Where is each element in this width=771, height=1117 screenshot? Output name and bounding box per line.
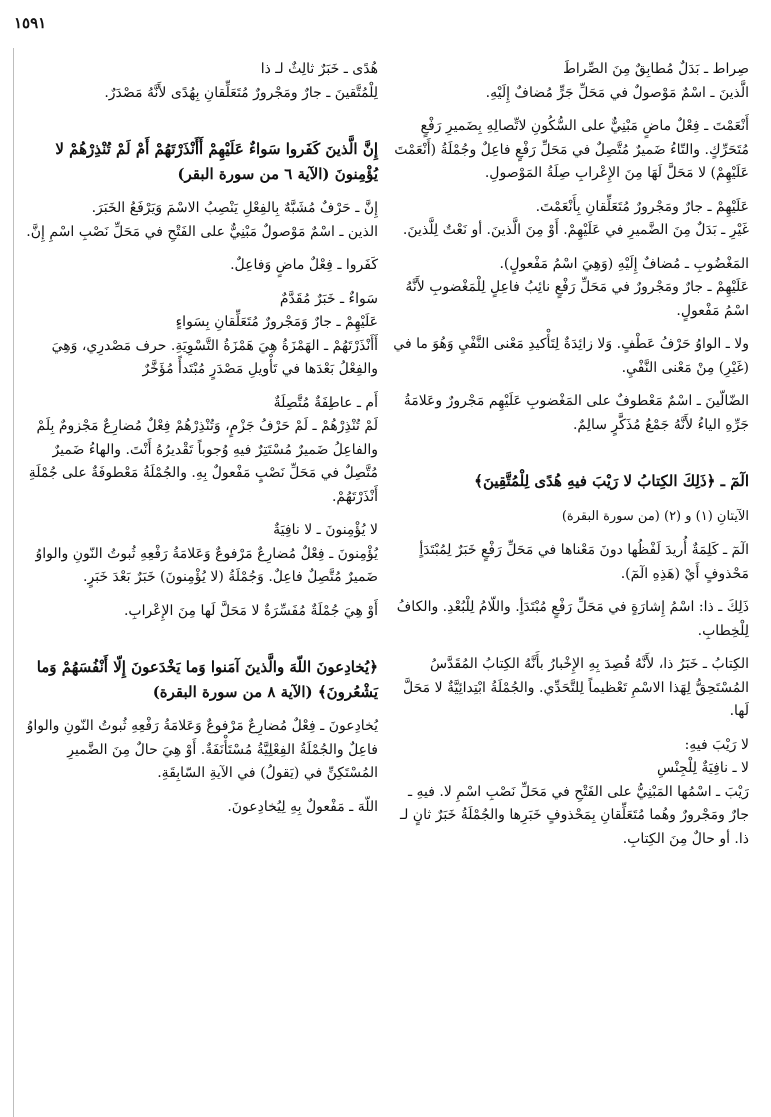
grammar-entry: غَيْرِ ـ بَدَلٌ مِنَ الضَّميرِ في عَلَيْهِمْ. أَوْ مِنَ الَّذينَ. أو نَعْتٌ لِلَّذينَ. — [402, 222, 749, 238]
grammar-entry: الذين ـ اسْمٌ مَوْصولٌ مَبْنِيٌّ على الفَتْحِ في مَحَلِّ نَصْبِ اسْمِ إِنَّ. — [26, 223, 378, 240]
grammar-entry: الكِتابُ ـ خَبَرُ ذا، لأَنَّهُ قُصِدَ بِهِ الإِخْبارُ بأَنَّهُ الكِتابُ المُقَدَّسُ المُسْتَحِقُّ لِهَذا الاسْمِ تَعْظيماً لِلتَّحَدِّي. والجُمْلَةُ ابْتِدائِيَّةٌ لا مَحَلَّ لَها. — [403, 656, 749, 719]
grammar-entry: يُخادِعونَ ـ فِعْلٌ مُضارِعٌ مَرْفوعٌ وَعَلامَةُ رَفْعِهِ ثُبوتُ النّونِ والواوُ فاعِلٌ والجُمْلَةُ الفِعْلِيَّةُ مُسْتَأْنَفَةٌ. أَوْ هِيَ حالٌ مِنَ الضَّميرِ المُسْتَكِنِّ في (يَقولُ) في الآيةِ السّابِقَةِ. — [26, 718, 378, 781]
grammar-entry: إِنَّ ـ حَرْفٌ مُشَبَّهٌ بِالفِعْلِ يَنْصِبُ الاسْمَ وَيَرْفَعُ الخَبَرَ. — [91, 200, 378, 216]
grammar-entry: الَّذينَ ـ اسْمٌ مَوْصولٌ في مَحَلِّ جَرٍّ مُضافٌ إِلَيْهِ. — [485, 84, 749, 101]
grammar-entry: أَنْعَمْتَ ـ فِعْلٌ ماضٍ مَبْنِيٌّ على السُّكُونِ لاتِّصالِهِ بِضَميرِ رَفْعٍ مُتَحَرِّكٍ. والتّاءُ ضَميرٌ مُتَّصِلٌ في مَحَلِّ رَفْعٍ فاعِلٌ وجُمْلَةُ (أَنْعَمْتَ عَلَيْهِمْ) لا مَحَلَّ لَهَا مِنَ الإِعْرابِ صِلَةُ المَوْصولِ. — [394, 118, 749, 181]
grammar-entry: اللّهَ ـ مَفْعولٌ بِهِ لِيُخادِعونَ. — [227, 798, 378, 815]
grammar-entry: عَلَيْهِمْ ـ جارٌ وَمَجْرورٌ مُتَعَلِّقانِ بِسَواءٍ — [175, 314, 378, 330]
grammar-entry: لا ـ نافِيَةٌ لِلْجِنْسِ — [656, 760, 749, 776]
grammar-entry: لَمْ تُنْذِرْهُمْ ـ لَمْ حَرْفُ جَزْمٍ، وَتُنْذِرْهُمْ فِعْلٌ مُضارِعٌ مَجْزومٌ بِلَمْ والفاعِلُ ضَميرٌ مُسْتَتِرٌ فيهِ وُجوباً تَقْديرُهُ أَنْتَ. والهاءُ ضَميرٌ مُتَّصِلٌ في مَحَلِّ نَصْبٍ مَفْعولٌ بِهِ. والجُمْلَةُ مَعْطوفَةٌ على جُمْلَةِ أَنْذَرْتَهُمْ. — [28, 418, 378, 505]
right-column — [392, 58, 749, 861]
grammar-entry: هُدًى ـ خَبَرٌ ثالِثٌ لـ ذا — [260, 61, 378, 77]
grammar-entry: المَغْضُوبِ ـ مُضافٌ إِلَيْهِ (وَهِيَ اسْمُ مَفْعولٍ). — [499, 255, 749, 272]
section-gap — [392, 447, 749, 469]
verse-heading: الٓمٓ ـ ﴿ذَلِكَ الكِتابُ لا رَيْبَ فيهِ هُدًى لِلْمُتَّقِينَ﴾ — [474, 472, 749, 490]
grammar-entry: الضّالّينَ ـ اسْمٌ مَعْطوفٌ على المَغْضوبِ عَلَيْهِم مَجْرورٌ وعَلامَةُ جَرِّهِ الياءُ لأَنَّهُ جَمْعُ مُذَكَّرٍ سالِمٌ. — [403, 393, 749, 433]
section-gap — [22, 115, 378, 137]
verse-heading: الآيتانِ (١) و (٢) (من سورة البقرة) — [561, 509, 749, 524]
verse-heading: إِنَّ الَّذينَ كَفَروا سَواءٌ عَلَيْهِمْ أَأَنْذَرْتَهُمْ أَمْ لَمْ تُنْذِرْهُمْ لا يُؤْمِنونَ (الآية ٦ من سورة البقر) — [55, 140, 378, 183]
page-number: ١٥٩١ — [14, 14, 47, 32]
grammar-entry: أَوْ هِيَ جُمْلَةٌ مُفَسِّرَةٌ لا مَحَلَّ لَها مِنَ الإِعْرابِ. — [123, 602, 378, 619]
grammar-entry: عَلَيْهِمْ ـ جارٌ ومَجْرورٌ مُتَعَلِّقانِ بِأَنْعَمْتَ. — [535, 198, 749, 215]
grammar-entry: سَواءٌ ـ خَبَرٌ مُقَدَّمٌ — [279, 290, 378, 307]
margin-rule — [13, 48, 14, 1117]
grammar-entry: لا رَيْبَ فيهِ: — [684, 736, 749, 753]
grammar-entry: ذَلِكَ ـ ذا: اسْمُ إِشارَةٍ في مَحَلِّ رَفْعٍ مُبْتَدَأٍ. واللّامُ لِلْبُعْدِ. والكافُ لِلْخِطابِ. — [396, 599, 749, 639]
grammar-entry: لِلْمُتَّقينَ ـ جارٌ ومَجْرورٌ مُتَعَلِّقانِ بِهُدًى لأَنَّهُ مَصْدَرٌ. — [104, 84, 378, 101]
section-gap — [22, 633, 378, 655]
grammar-entry: لا يُؤْمِنونَ ـ لا نافِيَةٌ — [273, 522, 378, 538]
grammar-entry: صِراط ـ بَدَلٌ مُطابِقٌ مِنَ الصِّراطَ — [562, 61, 749, 77]
grammar-entry: عَلَيْهِمْ ـ جارٌ ومَجْرورٌ في مَحَلِّ رَفْعٍ نائِبُ فاعِلٍ لِلْمَغْضوبِ لأَنَّهُ اسْمُ مَفْعولٍ. — [405, 279, 749, 319]
grammar-entry: ولا ـ الواوُ حَرْفُ عَطْفٍ. وَلا زائِدَةٌ لِتَأْكيدِ مَعْنى النَّفْيِ وَهُوَ ما في (غَيْرِ) مِنْ مَعْنى النَّفْيِ. — [393, 336, 749, 376]
left-column — [22, 58, 378, 829]
grammar-entry: أَأَنْذَرْتَهُمْ ـ الهَمْزَةُ هِيَ هَمْزَةُ التَّسْوِيَةِ. حرف مَصْدرِي، وَهِيَ والفِعْلُ بَعْدَها في تَأْويلِ مَصْدَرٍ مُبْتَدأً مُؤَخَّرٌ — [51, 337, 378, 377]
grammar-entry: أَم ـ عاطِفَةٌ مُتَّصِلَةٌ — [273, 394, 378, 411]
grammar-entry: رَيْبَ ـ اسْمُها المَبْنِيُّ على الفَتْحِ في مَحَلِّ نَصْبِ اسْمِ لا. فيهِ ـ جارٌ ومَجْرورٌ وهُما مُتَعَلِّقانِ بِمَحْذوفٍ خَبَرِها والجُمْلَةُ خَبَرٌ ثانٍ لـ ذا. أو حالٌ مِنَ الكِتابِ. — [399, 783, 749, 847]
grammar-entry: يُؤْمِنونَ ـ فِعْلٌ مُضارِعٌ مَرْفوعٌ وَعَلامَةُ رَفْعِهِ ثُبوتُ النّونِ والواوُ ضَميرٌ مُتَّصِلٌ فاعِلٌ. وَجُمْلَةُ (لا يُؤْمِنونَ) خَبَرٌ بَعْدَ خَبَرٍ. — [35, 545, 378, 585]
verse-heading: ﴿يُخادِعونَ اللّهَ والَّذينَ آمَنوا وَما يَخْدَعونَ إِلّا أَنْفُسَهُمْ وَما يَشْعُرونَ﴾ (الآية ٨ من سورة البقرة) — [36, 658, 378, 701]
grammar-entry: الٓمٓ ـ كَلِمَةٌ أُريدَ لَفْظُها دونَ مَعْناها في مَحَلِّ رَفْعٍ خَبَرٌ لِمُبْتَدَأٍ مَحْذوفٍ أَيْ (هَذِهِ الٓمٓ). — [419, 542, 749, 582]
grammar-entry: كَفَروا ـ فِعْلٌ ماضٍ وَفاعِلٌ. — [230, 257, 378, 273]
